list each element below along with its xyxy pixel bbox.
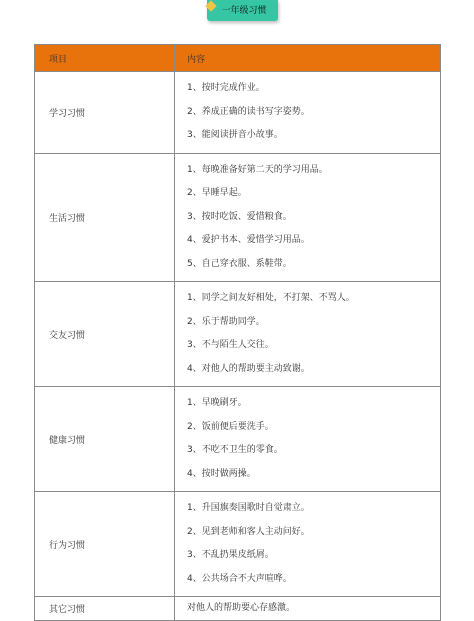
habit-item: 4、公共场合不大声喧哗。 [187, 573, 292, 584]
table-row [35, 387, 441, 492]
habit-item: 3、按时吃饭、爱惜粮食。 [187, 211, 292, 222]
table-row [35, 282, 441, 387]
habit-item: 3、不吃不卫生的零食。 [187, 445, 283, 455]
habit-content [175, 282, 441, 387]
habit-content [175, 597, 441, 621]
habit-category: 行为习惯 [35, 492, 175, 597]
page-title: 一年级习惯 [221, 6, 267, 16]
habit-content [175, 387, 441, 492]
habit-item: 1、升国旗奏国歌时自觉肃立。 [187, 503, 310, 513]
habit-category: 健康习惯 [35, 387, 175, 492]
table-row [35, 72, 441, 154]
table-row [35, 153, 441, 282]
habit-item: 4、爱护书本、爱惜学习用品。 [187, 235, 310, 245]
habit-item: 3、不乱扔果皮纸屑。 [187, 550, 274, 560]
habit-item: 2、早睡早起。 [187, 188, 247, 198]
habit-content [175, 492, 441, 597]
habit-item: 1、同学之间友好相处，不打架、不骂人。 [187, 293, 355, 303]
habit-category: 其它习惯 [35, 597, 175, 621]
table-row [35, 492, 441, 597]
habit-table [34, 44, 441, 621]
habit-item: 1、每晚准备好第二天的学习用品。 [187, 164, 328, 175]
habit-item: 3、能阅读拼音小故事。 [187, 130, 283, 140]
habit-item: 2、见到老师和客人主动问好。 [187, 526, 310, 537]
habit-item: 1、早晚刷牙。 [187, 398, 247, 408]
habit-item: 2、乐于帮助同学。 [187, 316, 265, 327]
habit-item: 对他人的帮助要心存感激。 [187, 603, 296, 613]
habit-item: 2、饭前便后要洗手。 [187, 421, 274, 432]
habit-item: 2、养成正确的读书写字姿势。 [187, 106, 310, 117]
header-item: 项目 [35, 45, 175, 72]
table-header-row [35, 45, 441, 72]
habit-content [175, 153, 441, 282]
habit-item: 5、自己穿衣服、系鞋带。 [187, 258, 292, 269]
habit-category: 生活习惯 [35, 153, 175, 282]
habit-item: 1、按时完成作业。 [187, 83, 265, 93]
header-content: 内容 [175, 45, 441, 72]
habit-content [175, 72, 441, 154]
habit-item: 3、不与陌生人交往。 [187, 340, 274, 350]
habit-category: 交友习惯 [35, 282, 175, 387]
table-row [35, 597, 441, 621]
habit-item: 4、对他人的帮助要主动致谢。 [187, 363, 310, 374]
habit-item: 4、按时做两操。 [187, 468, 256, 479]
habit-category: 学习习惯 [35, 72, 175, 154]
table-body [35, 72, 441, 621]
